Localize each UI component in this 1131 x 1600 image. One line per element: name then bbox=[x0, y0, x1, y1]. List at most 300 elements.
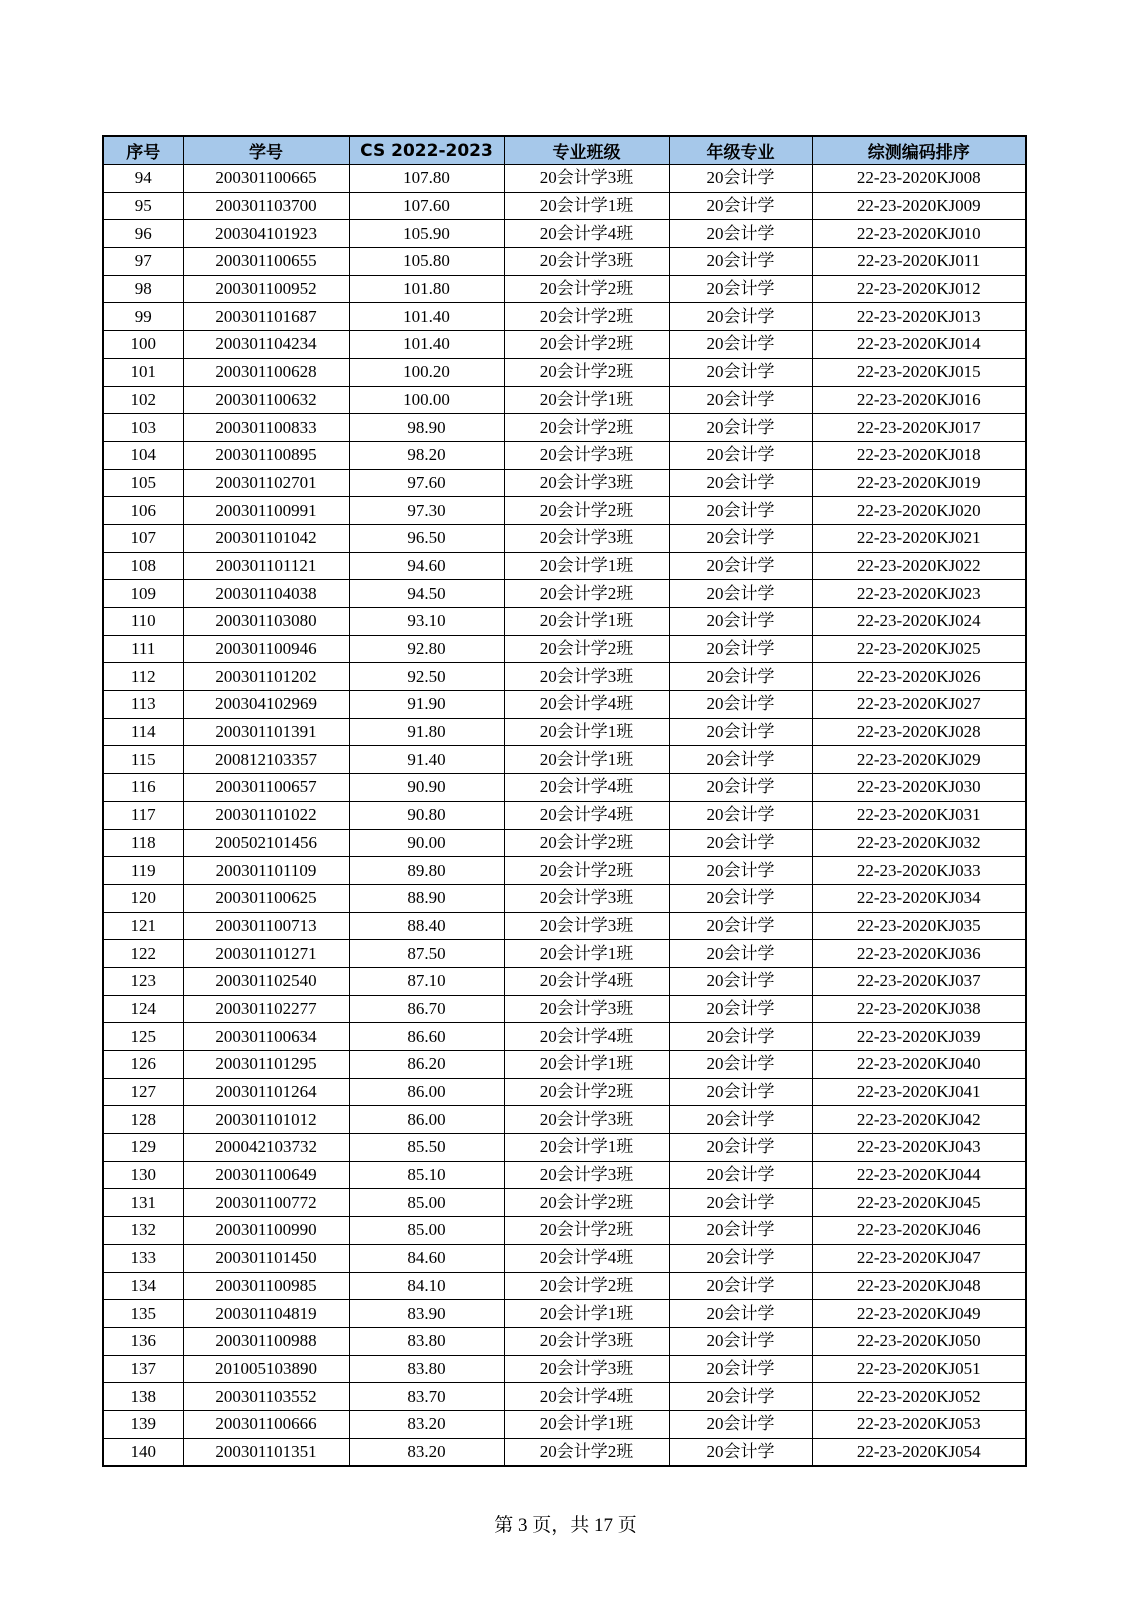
header-student-id: 学号 bbox=[183, 136, 349, 165]
cell-grade-major: 20会计学 bbox=[669, 1410, 812, 1438]
cell-index: 109 bbox=[103, 580, 183, 608]
cell-class: 20会计学4班 bbox=[504, 1383, 669, 1411]
cell-ranking-code: 22-23-2020KJ041 bbox=[812, 1078, 1026, 1106]
cell-index: 103 bbox=[103, 414, 183, 442]
cell-class: 20会计学2班 bbox=[504, 303, 669, 331]
cell-student-id: 200301100632 bbox=[183, 386, 349, 414]
cell-student-id: 200301100713 bbox=[183, 912, 349, 940]
cell-grade-major: 20会计学 bbox=[669, 386, 812, 414]
cell-student-id: 200301100952 bbox=[183, 275, 349, 303]
cell-index: 114 bbox=[103, 718, 183, 746]
cell-ranking-code: 22-23-2020KJ016 bbox=[812, 386, 1026, 414]
cell-ranking-code: 22-23-2020KJ044 bbox=[812, 1161, 1026, 1189]
cell-class: 20会计学3班 bbox=[504, 441, 669, 469]
header-index: 序号 bbox=[103, 136, 183, 165]
cell-index: 115 bbox=[103, 746, 183, 774]
cell-score: 98.90 bbox=[349, 414, 504, 442]
cell-score: 97.60 bbox=[349, 469, 504, 497]
cell-grade-major: 20会计学 bbox=[669, 497, 812, 525]
cell-class: 20会计学4班 bbox=[504, 801, 669, 829]
table-row bbox=[103, 801, 1026, 829]
cell-ranking-code: 22-23-2020KJ031 bbox=[812, 801, 1026, 829]
cell-class: 20会计学4班 bbox=[504, 220, 669, 248]
table-row bbox=[103, 829, 1026, 857]
cell-ranking-code: 22-23-2020KJ009 bbox=[812, 192, 1026, 220]
table-row bbox=[103, 192, 1026, 220]
cell-class: 20会计学3班 bbox=[504, 884, 669, 912]
cell-ranking-code: 22-23-2020KJ028 bbox=[812, 718, 1026, 746]
cell-index: 124 bbox=[103, 995, 183, 1023]
table-row bbox=[103, 1383, 1026, 1411]
cell-student-id: 200301100988 bbox=[183, 1327, 349, 1355]
table-row bbox=[103, 635, 1026, 663]
table-row bbox=[103, 691, 1026, 719]
cell-ranking-code: 22-23-2020KJ046 bbox=[812, 1217, 1026, 1245]
cell-index: 106 bbox=[103, 497, 183, 525]
cell-score: 88.40 bbox=[349, 912, 504, 940]
table-row bbox=[103, 746, 1026, 774]
table-row bbox=[103, 497, 1026, 525]
cell-student-id: 200301100666 bbox=[183, 1410, 349, 1438]
cell-ranking-code: 22-23-2020KJ027 bbox=[812, 691, 1026, 719]
cell-score: 90.90 bbox=[349, 774, 504, 802]
cell-score: 85.50 bbox=[349, 1134, 504, 1162]
cell-student-id: 200301101450 bbox=[183, 1244, 349, 1272]
header-row bbox=[103, 136, 1026, 165]
cell-score: 101.80 bbox=[349, 275, 504, 303]
cell-class: 20会计学2班 bbox=[504, 358, 669, 386]
cell-grade-major: 20会计学 bbox=[669, 718, 812, 746]
cell-index: 100 bbox=[103, 331, 183, 359]
cell-grade-major: 20会计学 bbox=[669, 1217, 812, 1245]
cell-class: 20会计学4班 bbox=[504, 774, 669, 802]
cell-score: 91.40 bbox=[349, 746, 504, 774]
cell-grade-major: 20会计学 bbox=[669, 1189, 812, 1217]
cell-index: 137 bbox=[103, 1355, 183, 1383]
cell-student-id: 200301101271 bbox=[183, 940, 349, 968]
cell-ranking-code: 22-23-2020KJ008 bbox=[812, 165, 1026, 193]
cell-class: 20会计学2班 bbox=[504, 857, 669, 885]
cell-grade-major: 20会计学 bbox=[669, 912, 812, 940]
cell-student-id: 200301102701 bbox=[183, 469, 349, 497]
cell-class: 20会计学4班 bbox=[504, 1023, 669, 1051]
cell-index: 111 bbox=[103, 635, 183, 663]
cell-class: 20会计学2班 bbox=[504, 414, 669, 442]
cell-ranking-code: 22-23-2020KJ054 bbox=[812, 1438, 1026, 1466]
cell-class: 20会计学3班 bbox=[504, 469, 669, 497]
cell-index: 127 bbox=[103, 1078, 183, 1106]
cell-grade-major: 20会计学 bbox=[669, 663, 812, 691]
table-row bbox=[103, 1355, 1026, 1383]
cell-student-id: 200301104038 bbox=[183, 580, 349, 608]
table-row bbox=[103, 441, 1026, 469]
cell-ranking-code: 22-23-2020KJ045 bbox=[812, 1189, 1026, 1217]
cell-score: 83.20 bbox=[349, 1410, 504, 1438]
cell-ranking-code: 22-23-2020KJ050 bbox=[812, 1327, 1026, 1355]
table-row bbox=[103, 857, 1026, 885]
cell-score: 93.10 bbox=[349, 608, 504, 636]
table-row bbox=[103, 275, 1026, 303]
cell-index: 102 bbox=[103, 386, 183, 414]
cell-student-id: 200301101042 bbox=[183, 524, 349, 552]
cell-student-id: 200301101022 bbox=[183, 801, 349, 829]
table-header bbox=[103, 136, 1026, 165]
cell-grade-major: 20会计学 bbox=[669, 1355, 812, 1383]
cell-score: 88.90 bbox=[349, 884, 504, 912]
cell-ranking-code: 22-23-2020KJ011 bbox=[812, 248, 1026, 276]
cell-grade-major: 20会计学 bbox=[669, 829, 812, 857]
cell-class: 20会计学3班 bbox=[504, 1106, 669, 1134]
cell-class: 20会计学3班 bbox=[504, 248, 669, 276]
header-ranking-code: 综测编码排序 bbox=[812, 136, 1026, 165]
cell-student-id: 200301100772 bbox=[183, 1189, 349, 1217]
cell-class: 20会计学1班 bbox=[504, 1051, 669, 1079]
cell-score: 86.00 bbox=[349, 1078, 504, 1106]
cell-grade-major: 20会计学 bbox=[669, 331, 812, 359]
cell-class: 20会计学3班 bbox=[504, 1355, 669, 1383]
score-table bbox=[102, 135, 1027, 1467]
table-row bbox=[103, 1106, 1026, 1134]
cell-score: 87.50 bbox=[349, 940, 504, 968]
cell-grade-major: 20会计学 bbox=[669, 1134, 812, 1162]
cell-index: 110 bbox=[103, 608, 183, 636]
cell-grade-major: 20会计学 bbox=[669, 940, 812, 968]
cell-class: 20会计学3班 bbox=[504, 663, 669, 691]
cell-index: 140 bbox=[103, 1438, 183, 1466]
cell-index: 136 bbox=[103, 1327, 183, 1355]
cell-student-id: 200301102540 bbox=[183, 967, 349, 995]
table-row bbox=[103, 1244, 1026, 1272]
cell-grade-major: 20会计学 bbox=[669, 248, 812, 276]
cell-score: 86.70 bbox=[349, 995, 504, 1023]
table-row bbox=[103, 940, 1026, 968]
header-score: CS 2022-2023 bbox=[349, 136, 504, 165]
cell-student-id: 200301100649 bbox=[183, 1161, 349, 1189]
table-row bbox=[103, 1438, 1026, 1466]
table-row bbox=[103, 358, 1026, 386]
cell-student-id: 200301101121 bbox=[183, 552, 349, 580]
cell-grade-major: 20会计学 bbox=[669, 884, 812, 912]
cell-grade-major: 20会计学 bbox=[669, 192, 812, 220]
cell-student-id: 200301104234 bbox=[183, 331, 349, 359]
cell-class: 20会计学1班 bbox=[504, 552, 669, 580]
cell-class: 20会计学3班 bbox=[504, 165, 669, 193]
cell-score: 96.50 bbox=[349, 524, 504, 552]
cell-index: 130 bbox=[103, 1161, 183, 1189]
cell-index: 97 bbox=[103, 248, 183, 276]
cell-class: 20会计学2班 bbox=[504, 1078, 669, 1106]
cell-ranking-code: 22-23-2020KJ047 bbox=[812, 1244, 1026, 1272]
cell-grade-major: 20会计学 bbox=[669, 220, 812, 248]
cell-student-id: 200301102277 bbox=[183, 995, 349, 1023]
cell-grade-major: 20会计学 bbox=[669, 1078, 812, 1106]
cell-student-id: 200301100625 bbox=[183, 884, 349, 912]
cell-ranking-code: 22-23-2020KJ036 bbox=[812, 940, 1026, 968]
cell-class: 20会计学1班 bbox=[504, 608, 669, 636]
cell-score: 87.10 bbox=[349, 967, 504, 995]
cell-score: 101.40 bbox=[349, 331, 504, 359]
cell-score: 97.30 bbox=[349, 497, 504, 525]
cell-student-id: 200301101109 bbox=[183, 857, 349, 885]
cell-ranking-code: 22-23-2020KJ032 bbox=[812, 829, 1026, 857]
cell-score: 105.80 bbox=[349, 248, 504, 276]
table-row bbox=[103, 331, 1026, 359]
cell-class: 20会计学1班 bbox=[504, 1410, 669, 1438]
cell-class: 20会计学2班 bbox=[504, 635, 669, 663]
cell-grade-major: 20会计学 bbox=[669, 1023, 812, 1051]
cell-student-id: 200301100895 bbox=[183, 441, 349, 469]
cell-grade-major: 20会计学 bbox=[669, 1106, 812, 1134]
cell-score: 83.90 bbox=[349, 1300, 504, 1328]
cell-index: 132 bbox=[103, 1217, 183, 1245]
cell-index: 98 bbox=[103, 275, 183, 303]
cell-grade-major: 20会计学 bbox=[669, 358, 812, 386]
table-row bbox=[103, 995, 1026, 1023]
cell-index: 118 bbox=[103, 829, 183, 857]
cell-score: 100.00 bbox=[349, 386, 504, 414]
cell-score: 91.80 bbox=[349, 718, 504, 746]
cell-ranking-code: 22-23-2020KJ025 bbox=[812, 635, 1026, 663]
header-grade-major: 年级专业 bbox=[669, 136, 812, 165]
cell-grade-major: 20会计学 bbox=[669, 857, 812, 885]
cell-index: 112 bbox=[103, 663, 183, 691]
cell-ranking-code: 22-23-2020KJ022 bbox=[812, 552, 1026, 580]
cell-index: 134 bbox=[103, 1272, 183, 1300]
cell-class: 20会计学2班 bbox=[504, 1272, 669, 1300]
cell-ranking-code: 22-23-2020KJ049 bbox=[812, 1300, 1026, 1328]
table-row bbox=[103, 469, 1026, 497]
cell-grade-major: 20会计学 bbox=[669, 635, 812, 663]
table-body bbox=[103, 165, 1026, 1467]
table-row bbox=[103, 967, 1026, 995]
cell-class: 20会计学1班 bbox=[504, 1134, 669, 1162]
cell-student-id: 200301103552 bbox=[183, 1383, 349, 1411]
table-row bbox=[103, 1161, 1026, 1189]
cell-student-id: 200301103700 bbox=[183, 192, 349, 220]
cell-index: 131 bbox=[103, 1189, 183, 1217]
cell-score: 101.40 bbox=[349, 303, 504, 331]
table-row bbox=[103, 524, 1026, 552]
cell-index: 108 bbox=[103, 552, 183, 580]
table-row bbox=[103, 1327, 1026, 1355]
cell-grade-major: 20会计学 bbox=[669, 1438, 812, 1466]
table-row bbox=[103, 718, 1026, 746]
cell-ranking-code: 22-23-2020KJ019 bbox=[812, 469, 1026, 497]
header-class: 专业班级 bbox=[504, 136, 669, 165]
cell-ranking-code: 22-23-2020KJ042 bbox=[812, 1106, 1026, 1134]
cell-student-id: 200301100665 bbox=[183, 165, 349, 193]
cell-score: 107.80 bbox=[349, 165, 504, 193]
table-row bbox=[103, 1189, 1026, 1217]
cell-grade-major: 20会计学 bbox=[669, 552, 812, 580]
cell-index: 117 bbox=[103, 801, 183, 829]
cell-ranking-code: 22-23-2020KJ024 bbox=[812, 608, 1026, 636]
cell-grade-major: 20会计学 bbox=[669, 165, 812, 193]
cell-class: 20会计学1班 bbox=[504, 192, 669, 220]
page-footer: 第 3 页，共 17 页 bbox=[494, 1515, 637, 1536]
cell-ranking-code: 22-23-2020KJ035 bbox=[812, 912, 1026, 940]
cell-index: 133 bbox=[103, 1244, 183, 1272]
cell-student-id: 200301100657 bbox=[183, 774, 349, 802]
cell-ranking-code: 22-23-2020KJ020 bbox=[812, 497, 1026, 525]
cell-score: 105.90 bbox=[349, 220, 504, 248]
cell-grade-major: 20会计学 bbox=[669, 1327, 812, 1355]
cell-score: 86.20 bbox=[349, 1051, 504, 1079]
cell-class: 20会计学1班 bbox=[504, 718, 669, 746]
table-row bbox=[103, 552, 1026, 580]
cell-student-id: 200301101351 bbox=[183, 1438, 349, 1466]
cell-student-id: 200301104819 bbox=[183, 1300, 349, 1328]
cell-ranking-code: 22-23-2020KJ034 bbox=[812, 884, 1026, 912]
cell-student-id: 200812103357 bbox=[183, 746, 349, 774]
cell-grade-major: 20会计学 bbox=[669, 1051, 812, 1079]
cell-ranking-code: 22-23-2020KJ013 bbox=[812, 303, 1026, 331]
cell-index: 125 bbox=[103, 1023, 183, 1051]
cell-ranking-code: 22-23-2020KJ053 bbox=[812, 1410, 1026, 1438]
cell-student-id: 200301101687 bbox=[183, 303, 349, 331]
cell-student-id: 200304102969 bbox=[183, 691, 349, 719]
cell-grade-major: 20会计学 bbox=[669, 580, 812, 608]
table-row bbox=[103, 386, 1026, 414]
cell-ranking-code: 22-23-2020KJ021 bbox=[812, 524, 1026, 552]
cell-class: 20会计学4班 bbox=[504, 1244, 669, 1272]
cell-index: 107 bbox=[103, 524, 183, 552]
cell-ranking-code: 22-23-2020KJ051 bbox=[812, 1355, 1026, 1383]
cell-class: 20会计学1班 bbox=[504, 386, 669, 414]
cell-index: 139 bbox=[103, 1410, 183, 1438]
cell-index: 123 bbox=[103, 967, 183, 995]
cell-ranking-code: 22-23-2020KJ026 bbox=[812, 663, 1026, 691]
cell-class: 20会计学3班 bbox=[504, 1327, 669, 1355]
cell-index: 122 bbox=[103, 940, 183, 968]
table-row bbox=[103, 414, 1026, 442]
cell-index: 104 bbox=[103, 441, 183, 469]
cell-score: 94.50 bbox=[349, 580, 504, 608]
cell-grade-major: 20会计学 bbox=[669, 967, 812, 995]
cell-ranking-code: 22-23-2020KJ037 bbox=[812, 967, 1026, 995]
table-row bbox=[103, 1217, 1026, 1245]
cell-score: 91.90 bbox=[349, 691, 504, 719]
cell-grade-major: 20会计学 bbox=[669, 275, 812, 303]
cell-index: 138 bbox=[103, 1383, 183, 1411]
cell-ranking-code: 22-23-2020KJ010 bbox=[812, 220, 1026, 248]
cell-grade-major: 20会计学 bbox=[669, 441, 812, 469]
table-row bbox=[103, 1272, 1026, 1300]
cell-ranking-code: 22-23-2020KJ012 bbox=[812, 275, 1026, 303]
cell-score: 90.80 bbox=[349, 801, 504, 829]
cell-grade-major: 20会计学 bbox=[669, 746, 812, 774]
cell-score: 98.20 bbox=[349, 441, 504, 469]
cell-student-id: 200301100991 bbox=[183, 497, 349, 525]
cell-grade-major: 20会计学 bbox=[669, 774, 812, 802]
table-row bbox=[103, 165, 1026, 193]
cell-score: 94.60 bbox=[349, 552, 504, 580]
cell-ranking-code: 22-23-2020KJ040 bbox=[812, 1051, 1026, 1079]
cell-score: 83.20 bbox=[349, 1438, 504, 1466]
cell-class: 20会计学2班 bbox=[504, 275, 669, 303]
table-row bbox=[103, 884, 1026, 912]
cell-student-id: 200301100985 bbox=[183, 1272, 349, 1300]
cell-grade-major: 20会计学 bbox=[669, 1272, 812, 1300]
cell-score: 84.60 bbox=[349, 1244, 504, 1272]
cell-class: 20会计学4班 bbox=[504, 967, 669, 995]
table-row bbox=[103, 663, 1026, 691]
cell-student-id: 200301101202 bbox=[183, 663, 349, 691]
cell-score: 85.00 bbox=[349, 1189, 504, 1217]
cell-class: 20会计学2班 bbox=[504, 1438, 669, 1466]
cell-score: 92.50 bbox=[349, 663, 504, 691]
cell-ranking-code: 22-23-2020KJ043 bbox=[812, 1134, 1026, 1162]
cell-grade-major: 20会计学 bbox=[669, 801, 812, 829]
cell-class: 20会计学3班 bbox=[504, 524, 669, 552]
cell-ranking-code: 22-23-2020KJ033 bbox=[812, 857, 1026, 885]
cell-index: 135 bbox=[103, 1300, 183, 1328]
cell-index: 113 bbox=[103, 691, 183, 719]
cell-index: 120 bbox=[103, 884, 183, 912]
cell-score: 83.80 bbox=[349, 1355, 504, 1383]
cell-grade-major: 20会计学 bbox=[669, 414, 812, 442]
cell-class: 20会计学3班 bbox=[504, 1161, 669, 1189]
cell-ranking-code: 22-23-2020KJ052 bbox=[812, 1383, 1026, 1411]
table-row bbox=[103, 1051, 1026, 1079]
cell-class: 20会计学1班 bbox=[504, 1300, 669, 1328]
cell-ranking-code: 22-23-2020KJ015 bbox=[812, 358, 1026, 386]
cell-grade-major: 20会计学 bbox=[669, 608, 812, 636]
cell-score: 84.10 bbox=[349, 1272, 504, 1300]
table-row bbox=[103, 248, 1026, 276]
cell-grade-major: 20会计学 bbox=[669, 1383, 812, 1411]
cell-class: 20会计学2班 bbox=[504, 497, 669, 525]
cell-grade-major: 20会计学 bbox=[669, 1300, 812, 1328]
cell-student-id: 200304101923 bbox=[183, 220, 349, 248]
table-row bbox=[103, 303, 1026, 331]
cell-ranking-code: 22-23-2020KJ038 bbox=[812, 995, 1026, 1023]
cell-student-id: 201005103890 bbox=[183, 1355, 349, 1383]
cell-ranking-code: 22-23-2020KJ014 bbox=[812, 331, 1026, 359]
cell-ranking-code: 22-23-2020KJ018 bbox=[812, 441, 1026, 469]
table-row bbox=[103, 608, 1026, 636]
cell-index: 96 bbox=[103, 220, 183, 248]
table-row bbox=[103, 774, 1026, 802]
cell-class: 20会计学2班 bbox=[504, 580, 669, 608]
cell-index: 129 bbox=[103, 1134, 183, 1162]
cell-grade-major: 20会计学 bbox=[669, 1244, 812, 1272]
cell-grade-major: 20会计学 bbox=[669, 691, 812, 719]
cell-score: 89.80 bbox=[349, 857, 504, 885]
cell-score: 86.60 bbox=[349, 1023, 504, 1051]
cell-index: 105 bbox=[103, 469, 183, 497]
cell-student-id: 200301101295 bbox=[183, 1051, 349, 1079]
table-row bbox=[103, 1300, 1026, 1328]
cell-index: 95 bbox=[103, 192, 183, 220]
cell-student-id: 200301101264 bbox=[183, 1078, 349, 1106]
cell-ranking-code: 22-23-2020KJ017 bbox=[812, 414, 1026, 442]
cell-student-id: 200301101391 bbox=[183, 718, 349, 746]
cell-index: 116 bbox=[103, 774, 183, 802]
cell-grade-major: 20会计学 bbox=[669, 995, 812, 1023]
table-row bbox=[103, 220, 1026, 248]
cell-grade-major: 20会计学 bbox=[669, 303, 812, 331]
cell-index: 99 bbox=[103, 303, 183, 331]
cell-student-id: 200301103080 bbox=[183, 608, 349, 636]
table-row bbox=[103, 912, 1026, 940]
cell-score: 92.80 bbox=[349, 635, 504, 663]
cell-class: 20会计学1班 bbox=[504, 746, 669, 774]
cell-index: 119 bbox=[103, 857, 183, 885]
cell-student-id: 200042103732 bbox=[183, 1134, 349, 1162]
cell-class: 20会计学2班 bbox=[504, 829, 669, 857]
cell-class: 20会计学4班 bbox=[504, 691, 669, 719]
